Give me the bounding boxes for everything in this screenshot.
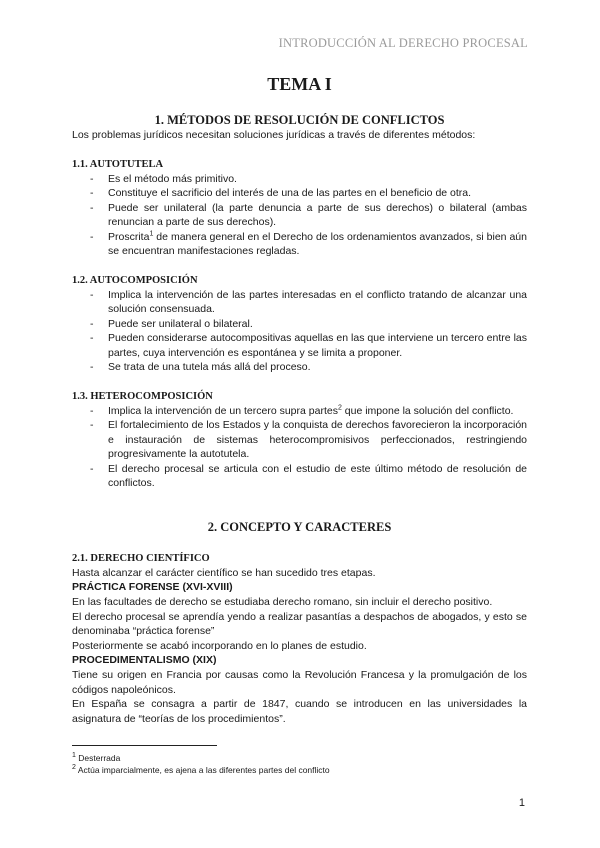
- dash-marker: -: [90, 404, 94, 417]
- section-2-title: 2. CONCEPTO Y CARACTERES: [207, 519, 392, 534]
- dash-marker: -: [90, 462, 94, 475]
- document-title: TEMA I: [267, 74, 332, 94]
- footnote-divider: [72, 745, 217, 746]
- list-item: - El derecho procesal se articula con el estudio de este último método de resolución de conflictos.: [90, 462, 527, 489]
- list-item: - Se trata de una tutela más allá del proceso.: [90, 361, 311, 373]
- footnote-2: $^2$ Actúa imparcialmente, es ajena a las diferentes partes del conflicto: [72, 764, 330, 775]
- list-item: - Pueden considerarse autocompositivas aquellas en las que interviene un tercero entre las partes, cuya intervención es espontánea y se limita a proponer.: [90, 332, 527, 359]
- practica-forense-heading: PRÁCTICA FORENSE (XVI-XVIII): [72, 581, 233, 593]
- paragraph: Posteriormente se acabó incorporando en lo planes de estudio.: [72, 639, 367, 652]
- footnote-1: $^1$ Desterrada: [72, 752, 121, 763]
- autocomposicion-list: [72, 288, 527, 375]
- dash-marker: -: [90, 332, 94, 344]
- subsection-1-3-title: 1.3. HETEROCOMPOSICIÓN: [72, 390, 213, 402]
- footnote-ref-2[interactable]: 2: [337, 404, 342, 411]
- list-item: - Implica la intervención de las partes interesadas en el conflicto tratando de alcanzar una solución consensuada.: [90, 288, 527, 315]
- list-item: - Implica la intervención de un tercero supra partes$^2$ que impone la solución del conflicto.: [90, 404, 514, 417]
- list-item: - Puede ser unilateral (la parte denuncia a parte de sus derechos) o bilateral (ambas renuncian a parte de sus derechos).: [90, 201, 527, 228]
- list-item: - Constituye el sacrificio del interés de una de las partes en el beneficio de otra.: [90, 187, 472, 199]
- list-item: - El fortalecimiento de los Estados y la conquista de derechos favorecieron la incorporación e instauración de sistemas heterocompromisivos perfeccionados, restringiendo progresivamente la autotutela.: [90, 419, 527, 460]
- dash-marker: -: [90, 230, 94, 243]
- section-1-title: 1. MÉTODOS DE RESOLUCIÓN DE CONFLICTOS: [154, 113, 445, 127]
- section-1-intro: Los problemas jurídicos necesitan soluciones jurídicas a través de diferentes métodos:: [72, 129, 476, 141]
- footnotes: [72, 752, 527, 776]
- list-item: - Es el método más primitivo.: [90, 172, 237, 185]
- dash-marker: -: [90, 172, 94, 185]
- dash-marker: -: [90, 288, 94, 301]
- dash-marker: -: [90, 361, 94, 373]
- paragraph: En las facultades de derecho se estudiaba derecho romano, sin incluir el derecho positivo.: [72, 596, 493, 608]
- dash-marker: -: [90, 419, 94, 431]
- autotutela-list: [72, 172, 527, 259]
- page-content: [72, 72, 527, 726]
- subsection-1-1-title: 1.1. AUTOTUTELA: [72, 158, 164, 170]
- list-item: - Puede ser unilateral o bilateral.: [90, 317, 253, 330]
- heterocomposicion-list: [72, 404, 527, 491]
- section-2-1-intro: Hasta alcanzar el carácter científico se han sucedido tres etapas.: [72, 566, 376, 579]
- running-header: INTRODUCCIÓN AL DERECHO PROCESAL: [278, 36, 528, 50]
- paragraph: El derecho procesal se aprendía yendo a realizar pasantías a despachos de abogados, y esto se denominaba “práctica forense”: [72, 610, 527, 637]
- dash-marker: -: [90, 187, 94, 199]
- page-number: 1: [518, 797, 525, 809]
- dash-marker: -: [90, 317, 94, 330]
- paragraph: Tiene su origen en Francia por causas como la Revolución Francesa y la promulgación de los códigos napoleónicos.: [72, 669, 527, 696]
- subsection-1-2-title: 1.2. AUTOCOMPOSICIÓN: [72, 274, 198, 286]
- subsection-2-1-title: 2.1. DERECHO CIENTÍFICO: [72, 552, 210, 564]
- list-item: - Proscrita$^1$ de manera general en el Derecho de los ordenamientos avanzados, si bien aún se encuentran manifestaciones regladas.: [90, 230, 527, 257]
- footnote-ref-1[interactable]: 1: [149, 230, 154, 237]
- dash-marker: -: [90, 201, 94, 214]
- procedimentalismo-heading: PROCEDIMENTALISMO (XIX): [72, 654, 217, 666]
- paragraph: En España se consagra a partir de 1847, cuando se introducen en las universidades la asignatura de “teorías de los procedimientos”.: [72, 698, 527, 725]
